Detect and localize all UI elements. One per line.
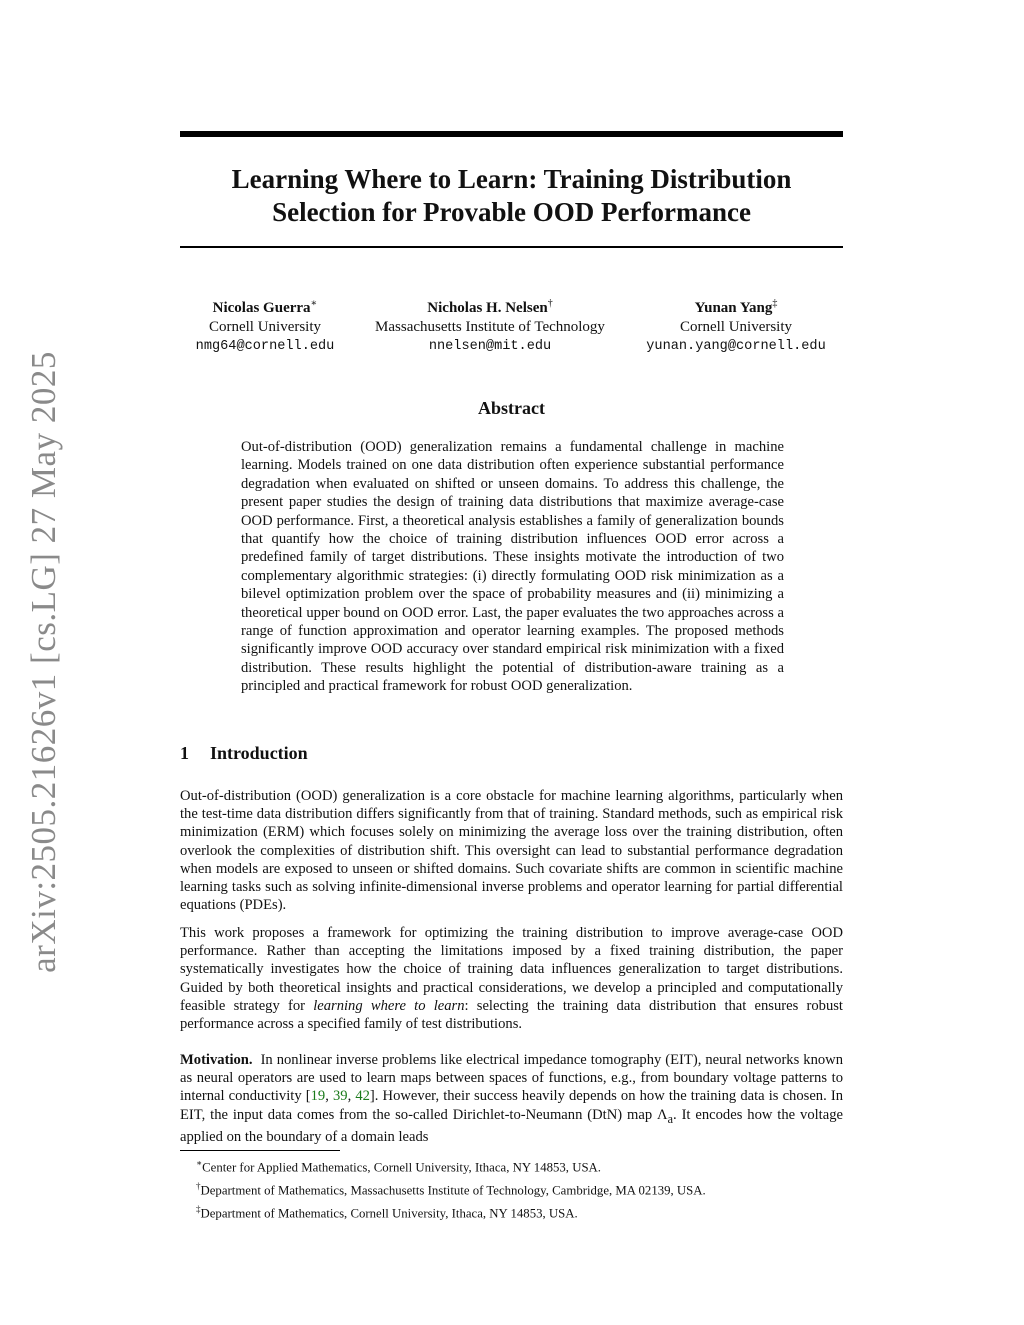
paragraph-text: : selecting the training data distribution that ensures robust performance across a specified family of test distributions. xyxy=(180,997,843,1033)
author-block-nelsen xyxy=(360,294,620,356)
abstract-body: Out-of-distribution (OOD) generalization remains a fundamental challenge in machine learning. Models trained on one data distribution often experience substantial performance degradation when evaluated on shifted or unseen domains. To address this challenge, the present paper studies the design of training data distributions that maximize average-case OOD performance. First, a theoretical analysis establishes a family of generalization bounds that quantify how the choice of training distribution influences OOD error across a predefined family of target distributions. These insights motivate the introduction of two complementary algorithmic strategies: (i) directly formulating OOD risk minimization as a bilevel optimization problem over the space of probability measures and (ii) minimizing a theoretical upper bound on OOD error. Last, the paper evaluates the two approaches across a range of function approximation and operator learning examples. The proposed methods significantly improve OOD accuracy over standard empirical risk minimization with a fixed distribution. These results highlight the potential of distribution-aware training as a principled and practical framework for robust OOD generalization. xyxy=(241,439,784,695)
paragraph-text: In nonlinear inverse problems like electrical impedance tomography (EIT), neural networks known as neural operators are used to learn maps between spaces of functions, e.g., from boundary voltage patterns to internal conductivity [ xyxy=(180,1052,843,1105)
author-affiliation: Cornell University xyxy=(679,319,793,335)
author-block-yang xyxy=(638,294,834,356)
author-affiliation: Cornell University xyxy=(208,319,322,335)
citation-link[interactable]: 39 xyxy=(332,1088,348,1105)
title-top-rule xyxy=(180,131,843,137)
title-line-2: Selection for Provable OOD Performance xyxy=(272,197,751,227)
citation-link[interactable]: 19 xyxy=(310,1088,326,1105)
emphasis-text: learning where to learn xyxy=(313,997,465,1014)
citation-link[interactable]: 42 xyxy=(355,1088,370,1105)
footnote-item xyxy=(196,1154,836,1177)
author-footnote-mark: ‡ xyxy=(772,298,778,309)
footnote-item xyxy=(196,1177,836,1200)
section-title: Introduction xyxy=(210,743,308,763)
footnote-text: Center for Applied Mathematics, Cornell University, Ithaca, NY 14853, USA. xyxy=(202,1160,601,1175)
abstract-heading: Abstract xyxy=(478,398,545,418)
author-footnote-mark: ∗ xyxy=(310,298,318,309)
author-email[interactable]: yunan.yang@cornell.edu xyxy=(646,339,826,354)
title-line-1: Learning Where to Learn: Training Distribution xyxy=(231,164,792,194)
footnote-text: Department of Mathematics, Cornell University, Ithaca, NY 14853, USA. xyxy=(200,1205,578,1220)
paragraph-lead-heading: Motivation. xyxy=(180,1052,253,1068)
intro-paragraph-2 xyxy=(180,924,843,1033)
author-block-guerra xyxy=(190,294,340,356)
motivation-paragraph: Motivation. In nonlinear inverse problems like electrical impedance tomography (EIT), neural networks known as neural operators are used to learn maps between spaces of functions, e.g., from boundary voltage patterns to internal conductivity [19, 39, 42]. However, their success heavily depends on how the training data is chosen. In EIT, the input data comes from the so-called Dirichlet-to-Neumann (DtN) map $\Lambda_a$. It encodes how the voltage applied on the boundary of a domain leads xyxy=(180,1052,844,1145)
author-name: Yunan Yang xyxy=(694,300,773,316)
paragraph-text: ]. However, their success heavily depends on how the training data is chosen. In EIT, the input data comes from the so-called Dirichlet-to-Neumann (DtN) map Λ xyxy=(180,1088,844,1123)
author-affiliation: Massachusetts Institute of Technology xyxy=(375,319,605,335)
footnote-mark: ∗ xyxy=(196,1158,203,1168)
section-heading-introduction xyxy=(180,743,308,764)
footnote-text: Department of Mathematics, Massachusetts Institute of Technology, Cambridge, MA 02139, USA. xyxy=(200,1183,706,1198)
paragraph-text: This work proposes a framework for optimizing the training distribution to improve average-case OOD performance. Rather than accepting the limitations imposed by a fixed training distribution, the paper systematically investigates how the choice of training data influences generalization to target distributions. Guided by both theoretical insights and practical considerations, we develop a principled and computationally feasible strategy for xyxy=(180,925,843,1014)
footnote-rule xyxy=(180,1150,340,1151)
section-number: 1 xyxy=(180,743,189,763)
paragraph-text: . It encodes how the voltage applied on the boundary of a domain leads xyxy=(180,1106,843,1145)
footnotes xyxy=(196,1154,836,1222)
author-email[interactable]: nmg64@cornell.edu xyxy=(195,339,335,354)
footnote-mark: ‡ xyxy=(196,1203,201,1214)
author-name: Nicholas H. Nelsen xyxy=(427,300,548,316)
footnote-mark: † xyxy=(196,1180,201,1191)
paper-title xyxy=(180,163,843,229)
title-bottom-rule xyxy=(180,246,843,248)
author-footnote-mark: † xyxy=(547,298,553,309)
arxiv-identifier: arXiv:2505.21626v1 [cs.LG] 27 May 2025 xyxy=(24,351,63,973)
footnote-item xyxy=(196,1200,836,1223)
intro-paragraph-1: Out-of-distribution (OOD) generalization is a core obstacle for machine learning algorithms, particularly when the test-time data distribution differs significantly from that of training. Standard methods, such as empirical risk minimization (ERM) which focuses solely on minimizing the average loss over the training distribution, often overlook the complexities of distribution shift. This oversight can lead to substantial performance degradation when models are exposed to unseen or shifted domains. Such covariate shifts are common in scientific machine learning tasks such as solving infinite-dimensional inverse problems and operator learning for partial differential equations (PDEs). xyxy=(180,788,843,914)
author-name: Nicolas Guerra xyxy=(212,300,311,316)
math-subscript: a xyxy=(667,1111,674,1126)
author-email[interactable]: nnelsen@mit.edu xyxy=(428,339,552,354)
